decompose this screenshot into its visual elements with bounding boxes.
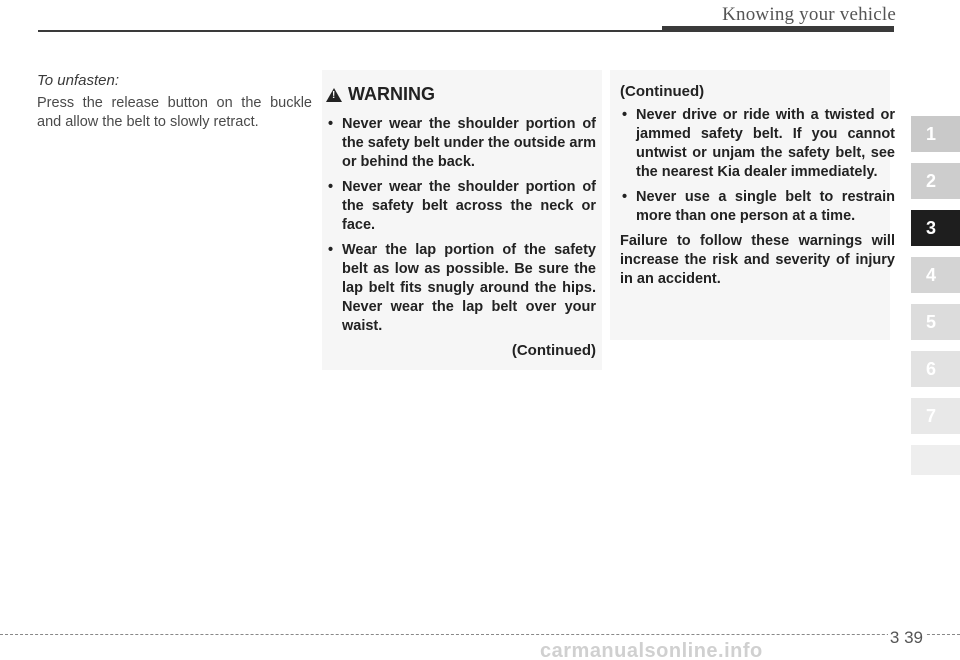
warning-title: WARNING: [348, 84, 435, 104]
continued-heading: (Continued): [620, 83, 705, 100]
chapter-tab-7[interactable]: 7: [911, 398, 960, 434]
warning-item: • Never drive or ride with a twisted or jammed safety belt. If you cannot untwist or unjam the safety belt, see the nearest Kia dealer immediately.: [620, 106, 895, 182]
section-body: Press the release button on the buckle and allow the belt to slowly retract.: [37, 95, 312, 130]
warning-heading: [326, 84, 596, 105]
column-warning: [326, 84, 596, 359]
watermark: carmanualsonline.info: [540, 640, 763, 660]
warning-item: • Never wear the shoulder portion of the safety belt across the neck or face.: [326, 178, 596, 235]
chapter-tab-3-active[interactable]: 3: [911, 210, 960, 246]
page-header-title: Knowing your vehicle: [722, 4, 896, 25]
chapter-tab-2[interactable]: 2: [911, 163, 960, 199]
chapter-tab-8[interactable]: [911, 445, 960, 475]
chapter-tab-6[interactable]: 6: [911, 351, 960, 387]
chapter-tab-5[interactable]: 5: [911, 304, 960, 340]
warning-triangle-icon: [326, 88, 342, 102]
header-rule-accent: [662, 26, 894, 32]
warning-item: • Never use a single belt to restrain more than one person at a time.: [620, 188, 895, 226]
warning-list: [326, 115, 596, 336]
warning-item: • Never wear the shoulder portion of the safety belt under the outside arm or behind the back.: [326, 115, 596, 172]
chapter-tab-1[interactable]: 1: [911, 116, 960, 152]
page-number: 3 39: [889, 628, 923, 647]
chapter-tab-4[interactable]: 4: [911, 257, 960, 293]
column-continued: [620, 83, 895, 289]
section-subhead: To unfasten:: [37, 72, 120, 89]
warning-item: • Wear the lap portion of the safety belt as low as possible. Be sure the lap belt fits snugly around the hips. Never wear the lap belt over your waist.: [326, 241, 596, 336]
chapter-tabs: [911, 116, 960, 486]
footer-rule: [0, 634, 960, 635]
continued-list: [620, 106, 895, 226]
warning-consequence: Failure to follow these warnings will increase the risk and severity of injury in an accident.: [620, 233, 895, 287]
continued-label: (Continued): [511, 342, 596, 359]
column-left: [37, 72, 312, 132]
